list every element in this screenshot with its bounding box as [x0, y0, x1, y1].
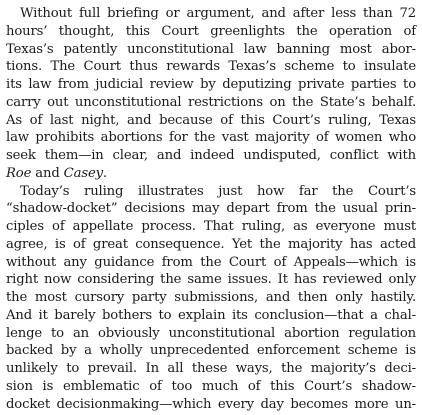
period: . [102, 165, 107, 181]
text-line: right now considering the same issues. It has reviewed only [6, 272, 416, 288]
text-line: agree, is of great consequence. Yet the majority has acted [6, 236, 416, 252]
text-line-closing [6, 165, 416, 183]
text-line: Texas’s patently unconstitutional law banning most abor- [6, 41, 416, 57]
text-line: Today’s ruling illustrates just how far the Court’s [20, 183, 416, 199]
text-line: seek them—in clear, and indeed undisputed, conflict with [6, 148, 416, 163]
conjunction: and [31, 165, 64, 181]
text-line: without any guidance from the Court of Appeals—which is [6, 254, 416, 270]
text-line: backed by a wholly unprecedented enforcement scheme is [6, 343, 416, 359]
text-line: ciples of appellate process. That ruling, as everyone must [6, 219, 416, 234]
text-line: Without full briefing or argument, and after less than 72 [20, 6, 416, 21]
text-line: docket decisionmaking—which every day becomes more un- [6, 396, 416, 412]
case-name-roe: Roe [6, 165, 32, 181]
text-line: hours’ thought, this Court greenlights the operation of [6, 23, 416, 39]
paragraph-2 [6, 183, 416, 414]
opinion-text [6, 5, 416, 413]
text-line: tions. The Court thus rewards Texas’s scheme to insulate [6, 59, 416, 75]
paragraph-1 [6, 5, 416, 183]
text-line: carry out unconstitutional restrictions on the State’s behalf. [6, 94, 416, 110]
case-name-casey: Casey [63, 165, 103, 181]
text-line: As of last night, and because of this Court’s ruling, Texas [6, 112, 416, 128]
text-line: “shadow-docket” decisions may depart from the usual prin- [6, 201, 416, 217]
text-line: lenge to an obviously unconstitutional abortion regulation [6, 325, 416, 341]
text-line: And it barely bothers to explain its conclusion—that a chal- [6, 307, 416, 323]
text-line: the most cursory party submissions, and then only hastily. [6, 290, 416, 305]
text-line: law prohibits abortions for the vast majority of women who [6, 130, 416, 146]
text-line: sion is emblematic of too much of this Court’s shadow- [6, 378, 416, 394]
text-line: unlikely to prevail. In all these ways, the majority’s deci- [6, 361, 416, 376]
text-line: its law from judicial review by deputizing private parties to [6, 77, 416, 92]
